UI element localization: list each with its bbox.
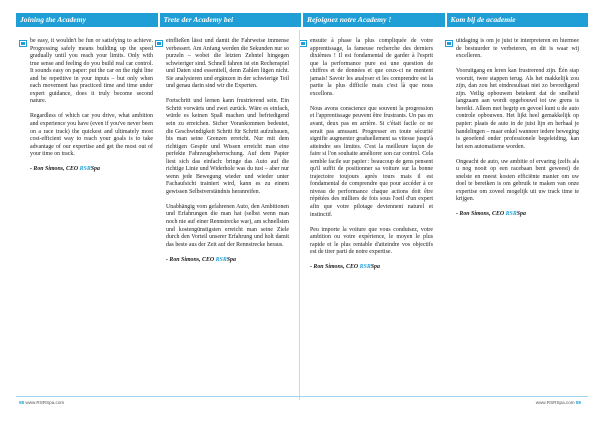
french-flag-icon bbox=[299, 40, 307, 47]
website-link[interactable]: www.RSRSpa.com bbox=[25, 400, 65, 405]
column-english bbox=[30, 38, 153, 181]
page-number: 59 bbox=[575, 400, 581, 405]
column-german bbox=[166, 38, 289, 272]
brand-name: RSR bbox=[79, 166, 91, 173]
paragraph: Nous avons conscience que souvent la progression et l'apprentissage peuvent être frustrants. Un pas en avant, deux pas en arrière. Si c'était facile ce ne serait pas amusant. Progresser en toute sécurité signifie augmenter graduellement sa vitesse jusqu'à atteindre ses limites. C'est la meilleure façon de faire si l'on souhaite améliorer son car control. Cela semble facile sur papier : beaucoup de gens pensent qu'il suffit de positionner sa voiture sur la bonne trajectoire toujours après tours mais il est fondamental de comprendre que pour accéder à ce niveau de performance chaque actions doit être répétées des milliers de fois sous l'oeil d'un expert afin que votre pilotage deviennent naturel et instinctif. bbox=[310, 105, 433, 218]
paragraph: uitdaging is om je juist te interpreteren en hiermee de bestuurder te verbeteren, en dit is waar wij excelleren. bbox=[456, 38, 579, 60]
footer-right bbox=[536, 400, 581, 405]
page-gutter bbox=[299, 30, 300, 400]
german-flag-icon bbox=[155, 40, 163, 47]
page-number: 58 bbox=[19, 400, 25, 405]
brand-suffix: Spa bbox=[370, 264, 380, 271]
brand-suffix: Spa bbox=[90, 166, 100, 173]
brand-suffix: Spa bbox=[226, 256, 236, 263]
header-french: Rejoignez notre Academy ! bbox=[303, 13, 445, 27]
paragraph: Peu importe la voiture que vous conduisez, votre ambition ou votre expérience, le moyen le plus rapide et le plus rentable d'atteindre vos objectifs est de tirer parti de notre expertise. bbox=[310, 226, 433, 256]
signature bbox=[456, 211, 579, 219]
paragraph: ensuite à phase la plus compliquée de votre apprentissage, la fameuse recherche des derniers dixièmes ! Il est fondamental de garder à l'esprit que la performance pure est une question de chiffres et de données et que ceux-ci ne mentent jamais! Savoir les analyser et les comprendre est la partie la plus difficile mais c'est là que nous excellons. bbox=[310, 38, 433, 97]
paragraph: be easy, it wouldn't be fun or satisfying to achieve. Progressing safely means building up the speed gradually until you reach your limits. Only with true sense and feeling do you build real car control. It sounds easy on paper: put the car on the right line and be repetitive in your inputs – but only when each movement has practiced time and time under expert guidance, does it truly become second nature. bbox=[30, 38, 153, 105]
footer-rule bbox=[16, 396, 588, 397]
section-header-bar bbox=[16, 13, 588, 27]
signature-name: - Ron Simons, CEO bbox=[30, 166, 80, 173]
paragraph: Regardless of which car you drive, what ambition and experience you have (even if you've never been on a race track) the quickest and ultimately most cost-efficient way to reach your goals is to take advantage of our expertise and get the most out of your time on track. bbox=[30, 113, 153, 158]
signature bbox=[30, 166, 153, 174]
paragraph: Fortschritt und lernen kann frustrierend sein. Ein Schritt vorwärts und zwei zurück. Wäre es einfach, würde es keinen Spaß machen und befriedigend sein zu erreichen. Sicher Vorankommen bedeutet, die Geschwindigkeit Schritt für Schritt aufzubauen, bis man seine Grenzen erreicht. Nur mit dem richtigen Gespür und Wissen erreicht man eine perfekte Fahrzeugbeherrschung. Auf dem Papier liest sich das einfach: bringe das Auto auf die richtige Linie und Widerhole was du tust – aber nur wenn jede Bewegung wieder und wieder unter Fachaufsicht trainiert wird, kann es zu einem gewissen Selbstverständnis heranreifen. bbox=[166, 98, 289, 195]
paragraph: Unabhängig vom gefahrenen Auto, den Ambitionen und Erfahrungen die man hat (selbst wenn man noch nie auf einer Rennstrecke war), am schnellsten und kostengünstigsten erreicht man seine Ziele durch den Vorteil unserer Erfahrung und holt damit das beste aus der Zeit auf der Rennstrecke heraus. bbox=[166, 203, 289, 248]
column-french bbox=[310, 38, 433, 279]
header-dutch: Kom bij de academie bbox=[447, 13, 589, 27]
paragraph: einfließen lässt und damit die Fahrweise immense verbessert. Am Anfang werden die Sekunden nur so purzeln – wobei die letzten Zehntel hingegen schwieriger sind. Schnell fahren ist ein Rechenspiel und Daten sind essentiell, denn Zahlen lügen nicht. Sie analysieren und ergänzen in der schwierige Teil und genau darin sind wir die Experten. bbox=[166, 38, 289, 90]
brand-name: RSR bbox=[359, 264, 371, 271]
brand-name: RSR bbox=[505, 211, 517, 218]
signature bbox=[166, 257, 289, 265]
dutch-flag-icon bbox=[445, 40, 453, 47]
uk-flag-icon bbox=[19, 40, 27, 47]
paragraph: Ongeacht de auto, uw ambitie of ervaring (zelfs als u nog nooit op een racebaan bent geweest) de snelste en meest kosten efficiënte manier om uw doel te bereiken is om gebruik te maken van onze expertise om zoveel mogelijk uit uw track time te krijgen. bbox=[456, 158, 579, 203]
signature-name: - Ron Simons, CEO bbox=[456, 211, 506, 218]
signature-name: - Ron Simons, CEO bbox=[310, 264, 360, 271]
column-dutch bbox=[456, 38, 579, 226]
signature-name: - Ron Simons, CEO bbox=[166, 256, 216, 263]
header-german: Trete der Academy bei bbox=[160, 13, 302, 27]
brand-suffix: Spa bbox=[516, 211, 526, 218]
paragraph: Vooruitgang en leren kan frustrerend zijn. Één stap vooruit, twee stappen terug. Als het makkelijk zou zijn, dan zou het eindresultaat niet zo bevredigend zijn. Veilig opbouwen betekent dat de snelheid langzaam aan wordt opgebouwd tot uw grens is bereikt. Alleen met begrip en gevoel kunt u de auto controle opbouwen. Het lijkt heel gemakkelijk op papier: plaats de auto in de juist lijn en herhaal je handelingen – maar enkel wanneer iedere beweging is geoefend onder professionele begeleiding, kan het een automatisme worden. bbox=[456, 68, 579, 150]
brand-name: RSR bbox=[215, 256, 227, 263]
header-english: Joining the Academy bbox=[16, 13, 158, 27]
footer-left bbox=[19, 400, 64, 405]
website-link[interactable]: www.RSRSpa.com bbox=[535, 400, 575, 405]
signature bbox=[310, 264, 433, 272]
